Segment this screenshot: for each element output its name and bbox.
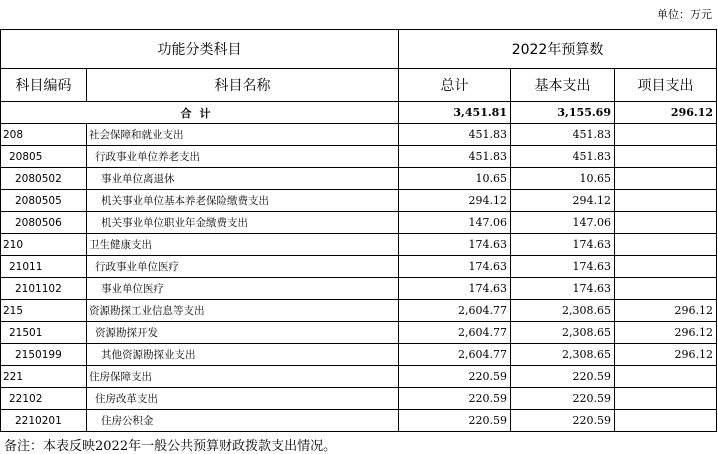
row-name: 资源勘探工业信息等支出 [87,300,399,322]
table-row [1,234,717,256]
table-row [1,256,717,278]
row-project [615,234,717,256]
row-total: 451.83 [399,146,511,168]
row-total: 2,604.77 [399,300,511,322]
row-basic: 147.06 [511,212,615,234]
row-project [615,410,717,432]
table-row [1,366,717,388]
row-project [615,388,717,410]
row-total: 10.65 [399,168,511,190]
budget-table [0,29,717,432]
table-row [1,388,717,410]
row-total: 220.59 [399,366,511,388]
row-total: 174.63 [399,278,511,300]
row-basic: 220.59 [511,388,615,410]
row-code: 22102 [1,388,87,410]
row-basic: 451.83 [511,124,615,146]
row-code: 21501 [1,322,87,344]
table-row [1,190,717,212]
total-label: 合计 [1,102,399,124]
row-basic: 2,308.65 [511,322,615,344]
total-total: 3,451.81 [399,102,511,124]
row-name: 机关事业单位职业年金缴费支出 [87,212,399,234]
header-func-class: 功能分类科目 [1,30,399,69]
row-total: 2,604.77 [399,322,511,344]
row-basic: 174.63 [511,278,615,300]
row-code: 2150199 [1,344,87,366]
row-project [615,124,717,146]
row-code: 21011 [1,256,87,278]
row-project [615,168,717,190]
row-total: 174.63 [399,256,511,278]
table-row [1,322,717,344]
total-row [1,102,717,124]
header-budget-year: 2022年预算数 [399,30,717,69]
row-project [615,212,717,234]
row-basic: 10.65 [511,168,615,190]
row-basic: 220.59 [511,410,615,432]
header-total: 总计 [399,69,511,102]
table-row [1,124,717,146]
row-name: 资源勘探开发 [87,322,399,344]
row-project [615,366,717,388]
row-name: 事业单位离退休 [87,168,399,190]
table-row [1,278,717,300]
header-name: 科目名称 [87,69,399,102]
row-code: 2080506 [1,212,87,234]
row-name: 住房保障支出 [87,366,399,388]
row-name: 社会保障和就业支出 [87,124,399,146]
table-row [1,410,717,432]
row-total: 220.59 [399,410,511,432]
row-project [615,278,717,300]
row-total: 174.63 [399,234,511,256]
row-basic: 2,308.65 [511,344,615,366]
row-project: 296.12 [615,322,717,344]
header-basic: 基本支出 [511,69,615,102]
row-basic: 220.59 [511,366,615,388]
row-total: 2,604.77 [399,344,511,366]
row-name: 卫生健康支出 [87,234,399,256]
row-basic: 2,308.65 [511,300,615,322]
row-code: 2101102 [1,278,87,300]
row-code: 208 [1,124,87,146]
row-name: 住房公积金 [87,410,399,432]
row-total: 220.59 [399,388,511,410]
table-row [1,146,717,168]
row-project [615,256,717,278]
row-total: 451.83 [399,124,511,146]
row-project [615,190,717,212]
row-total: 294.12 [399,190,511,212]
row-name: 机关事业单位基本养老保险缴费支出 [87,190,399,212]
table-row [1,168,717,190]
row-code: 2210201 [1,410,87,432]
row-name: 行政事业单位医疗 [87,256,399,278]
unit-label: 单位：万元 [657,8,712,21]
row-code: 2080502 [1,168,87,190]
row-code: 2080505 [1,190,87,212]
row-project: 296.12 [615,300,717,322]
row-basic: 451.83 [511,146,615,168]
table-row [1,300,717,322]
note: 备注：本表反映2022年一般公共预算财政拨款支出情况。 [4,439,337,454]
row-basic: 174.63 [511,234,615,256]
row-code: 20805 [1,146,87,168]
header-project: 项目支出 [615,69,717,102]
row-total: 147.06 [399,212,511,234]
row-basic: 174.63 [511,256,615,278]
row-name: 其他资源勘探业支出 [87,344,399,366]
total-basic: 3,155.69 [511,102,615,124]
row-name: 事业单位医疗 [87,278,399,300]
row-basic: 294.12 [511,190,615,212]
row-name: 住房改革支出 [87,388,399,410]
row-code: 210 [1,234,87,256]
header-row-1 [1,30,717,69]
total-project: 296.12 [615,102,717,124]
header-row-2 [1,69,717,102]
table-row [1,344,717,366]
row-code: 215 [1,300,87,322]
table-row [1,212,717,234]
row-name: 行政事业单位养老支出 [87,146,399,168]
row-code: 221 [1,366,87,388]
row-project [615,146,717,168]
header-code: 科目编码 [1,69,87,102]
row-project: 296.12 [615,344,717,366]
